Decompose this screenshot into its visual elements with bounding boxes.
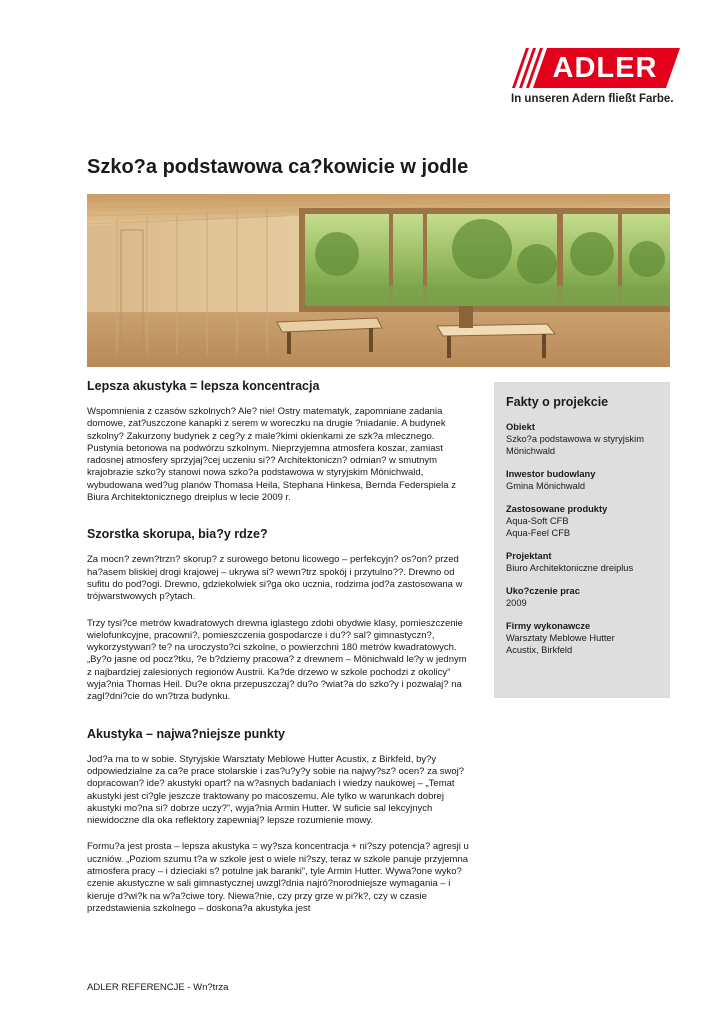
- fact-investor: [506, 468, 658, 492]
- paragraph: Jod?a ma to w sobie. Styryjskie Warsztaty Meblowe Hutter Acustix, z Birkfeld, by?y odpowiedzialne za ca?e prace stolarskie i zas?u?y?y sobie na najwy?sz? ocen? za swoj? dopracowan? ide? akustyki opart? na w?asnych badaniach i wiedzy naukowej – „Temat akustyki jest ci?gle jeszcze traktowany po macoszemu. Ale tylko w warunkach dobrej akustyki mo?na si? dobrze uczy?”, wyja?nia Armin Hutter. W suficie sal lekcyjnych niewidoczne dla oka reflektory zapewniaj? lepsze rozumienie mowy.: [87, 753, 465, 827]
- fact-value: 2009: [506, 598, 527, 608]
- page-title: Szko?a podstawowa ca?kowicie w jodle: [87, 156, 469, 178]
- fact-products: [506, 503, 658, 539]
- fact-label: Zastosowane produkty: [506, 504, 608, 514]
- fact-object: [506, 421, 658, 457]
- fact-value: Warsztaty Meblowe Hutter: [506, 633, 615, 643]
- fact-value: Biuro Architektoniczne dreiplus: [506, 563, 634, 573]
- paragraph: Trzy tysi?ce metrów kwadratowych drewna iglastego zdobi obydwie klasy, pomieszczenie wielofunkcyjne, pracowni?, pomieszczenia gospodarcze i du?? sal? gimnastyczn?, wykorzystywan? te? na uroczysto?ci szkolne, o powierzchni 180 metrów kwadratowych. „By?o jasne od pocz?tku, ?e b?dziemy pracowa? z drewnem – Mönichwald le?y w jednym z najbardziej zalesionych regionów Austrii. Ka?de drzewo w szkole pochodzi z okolicy” wyja?nia Thomas Heil. Du?e okna przepuszczaj? du?o ?wiat?a do szko?y i pozwalaj? na zagl?dni?cie do wn?trza budynku.: [87, 617, 467, 703]
- section-rough-shell: [87, 526, 472, 703]
- section-heading: Lepsza akustyka = lepsza koncentracja: [87, 379, 320, 393]
- fact-label: Obiekt: [506, 422, 535, 432]
- main-content: [87, 378, 472, 937]
- fact-label: Inwestor budowlany: [506, 469, 596, 479]
- logo-wordmark: ADLER: [552, 52, 658, 84]
- section-acoustics-highlights: [87, 726, 472, 916]
- fact-label: Projektant: [506, 551, 552, 561]
- section-acoustics-intro: [87, 378, 472, 504]
- fact-contractors: [506, 620, 658, 656]
- classroom-photo: [87, 194, 670, 367]
- fact-completion: [506, 585, 658, 609]
- facts-heading: Fakty o projekcie: [506, 395, 609, 409]
- adler-logo: [502, 48, 682, 108]
- fact-value: Szko?a podstawowa w styryjskim Mönichwald: [506, 434, 644, 456]
- fact-value: Aqua-Soft CFB: [506, 516, 569, 526]
- fact-designer: [506, 550, 658, 574]
- fact-value: Gmina Mönichwald: [506, 481, 586, 491]
- section-heading: Akustyka – najwa?niejsze punkty: [87, 726, 285, 741]
- paragraph: Formu?a jest prosta – lepsza akustyka = wy?sza koncentracja + ni?szy potencja? agresji u uczniów. „Poziom szumu t?a w szkole jest o wiele ni?szy, teraz w szkole panuje przyjemna atmosfera pracy – i dzieciaki s? potulne jak baranki”, tyle Armin Hutter. Wywa?one wyko?czenie akustyczne w sali gimnastycznej uwzgl?dnia najró?norodniejsze wymagania – i kieruje d?wi?k na w?a?ciwe tory. Niewa?nie, czy przy grze w pi?k?, czy w czasie przedstawienia szkolnego – doskona?a akustyka jest: [87, 841, 469, 914]
- paragraph: Za mocn? zewn?trzn? skorup? z surowego betonu licowego – perfekcyjn? os?on? przed ha?asem bliskiej drogi krajowej – ukrywa si? wewn?trz spokój i przytulno??. Drewno od sufitu do pod?ogi. Drewno, gdziekolwiek si?ga oko ucznia, rodzima jod?a zastosowana w trójwarstwowych p?ytach.: [87, 554, 463, 603]
- section-heading: Szorstka skorupa, bia?y rdze?: [87, 527, 268, 542]
- paragraph: Wspomnienia z czasów szkolnych? Ale? nie! Ostry matematyk, zapomniane zadania domowe, zat?uszczone kanapki z serem w woreczku na drugie ?niadanie. A budynek szkolny? Zakurzony budynek z ceg?y z male?kimi okienkami ze szk?a mlecznego. Pustynia betonowa na podwórzu szkolnym. Nieprzyjemna atmosfera koszar, zamiast radosnej atmosfery sprzyjaj?cej uczeniu si?? Architektoniczn? odmian? w smutnym krajobrazie szko?y stanowi nowa szko?a podstawowa w styryjskim Mönichwald, wybudowana wed?ug planów Thomasa Heila, Stephana Hinkesa, Bernda Federspiela z Biura Architektonicznego dreiplus w lecie 2009 r.: [87, 406, 456, 504]
- fact-value: Acustix, Birkfeld: [506, 645, 573, 655]
- fact-value: Aqua-Feel CFB: [506, 528, 571, 538]
- logo-slogan: In unseren Adern fließt Farbe.: [511, 93, 674, 105]
- fact-label: Firmy wykonawcze: [506, 621, 591, 631]
- page-footer: ADLER REFERENCJE - Wn?trza: [87, 982, 229, 993]
- fact-label: Uko?czenie prac: [506, 586, 580, 596]
- project-facts-box: [494, 382, 670, 698]
